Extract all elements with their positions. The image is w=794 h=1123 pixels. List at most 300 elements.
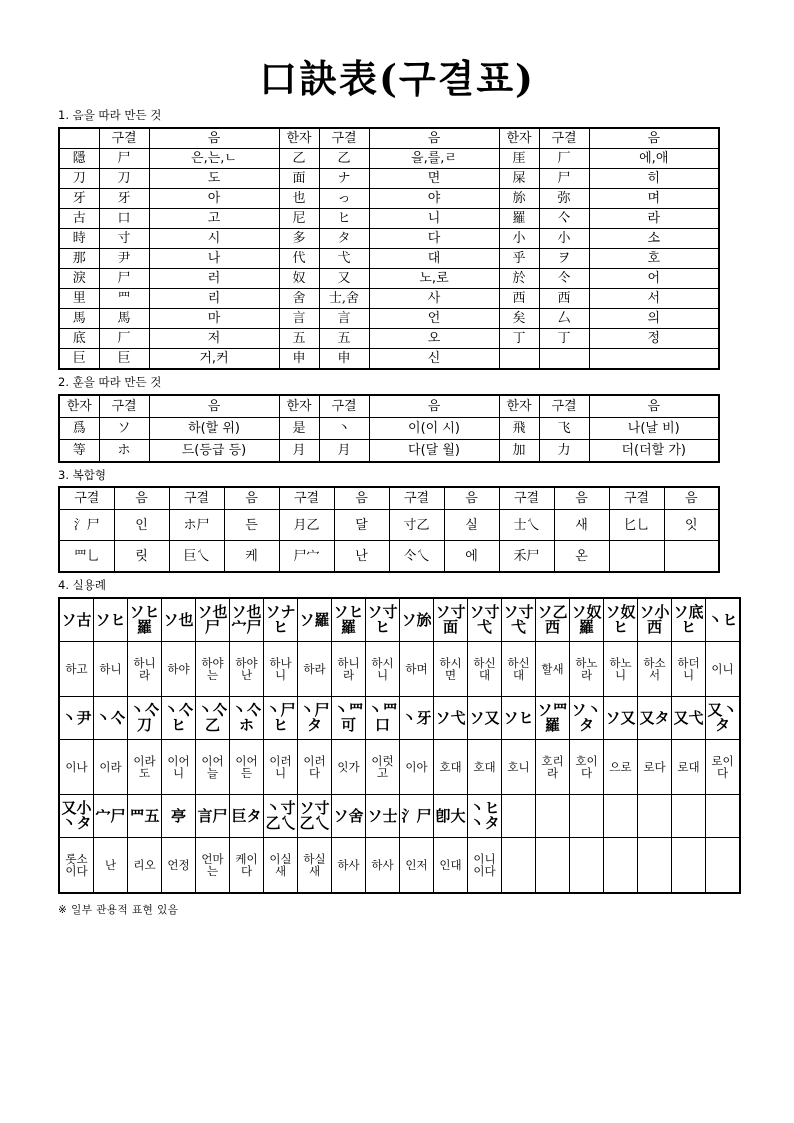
reading-text: 이어니 [167,754,190,781]
cell-gugyeol: 寸 [99,228,149,248]
cell-gugyeol: 寸乙 [389,510,444,541]
cell-gugyeol-glyph: ソ又 [468,697,502,740]
cell-hanja: 也 [279,188,319,208]
cell-gugyeol: 禾尸 [499,541,554,573]
cell-hanja: 於 [499,268,539,288]
cell-reading [162,838,196,894]
cell-hanja: 多 [279,228,319,248]
cell-eum: 잇 [664,510,719,541]
cell-gugyeol-glyph [570,795,604,838]
table-row [59,417,719,439]
cell-gugyeol-glyph [502,795,536,838]
cell-reading [196,838,230,894]
cell-reading [59,838,94,894]
cell-eum: 야 [369,188,499,208]
cell-gugyeol-glyph: ソ也 [162,598,196,642]
cell-gugyeol-glyph: 丶尹 [59,697,94,740]
cell-gugyeol-glyph: ソヒ [502,697,536,740]
cell-gugyeol-glyph: ソ又 [604,697,638,740]
cell-gugyeol: 弥 [539,188,589,208]
reading-text: 이럿고 [371,754,394,781]
cell-eum: 거,커 [149,348,279,369]
cell-hanja: 淚 [59,268,99,288]
cell-reading [298,838,332,894]
cell-hanja: 加 [499,439,539,462]
cell-reading [672,838,706,894]
cell-reading [400,642,434,697]
cell-eum: 며 [589,188,719,208]
column-header-t2-1-0: 한자 [279,395,319,418]
cell-gugyeol-glyph: ソナヒ [264,598,298,642]
cell-eum: 든 [224,510,279,541]
cell-gugyeol: 刀 [99,168,149,188]
cell-reading [536,740,570,795]
cell-gugyeol: 五 [319,328,369,348]
reading-text: 로다 [643,760,666,775]
reading-text: 호니 [507,760,530,775]
cell-gugyeol: 尸宀 [279,541,334,573]
column-header-t1-2-2: 음 [589,128,719,149]
reading-text: 하니라 [133,656,156,683]
reading-text: 이어든 [235,754,258,781]
column-header-t3-11: 음 [664,487,719,510]
cell-gugyeol-glyph [638,795,672,838]
reading-text: 인저 [405,858,428,873]
table-practical-examples [58,597,741,894]
column-header-t3-3: 음 [224,487,279,510]
cell-gugyeol-glyph: ソ寸面 [434,598,468,642]
cell-gugyeol-glyph: ソ也尸 [196,598,230,642]
column-header-t1-0-1: 구결 [99,128,149,149]
cell-reading [59,642,94,697]
cell-reading [332,740,366,795]
cell-gugyeol: 罒乚 [59,541,114,573]
reading-text: 리오 [133,858,156,873]
cell-eum: 더(더할 가) [589,439,719,462]
reading-text: 이어늘 [201,754,224,781]
cell-gugyeol-glyph: 丶寸乙乀 [264,795,298,838]
cell-eum: 서 [589,288,719,308]
cell-eum: 새 [554,510,609,541]
cell-reading [332,838,366,894]
column-header-t3-9: 음 [554,487,609,510]
column-header-t2-0-1: 구결 [99,395,149,418]
cell-gugyeol-glyph: ソ旀 [400,598,434,642]
cell-gugyeol-glyph: 丶亽乙 [196,697,230,740]
cell-hanja: 隱 [59,148,99,168]
cell-hanja: 旀 [499,188,539,208]
cell-gugyeol-glyph: 卽大 [434,795,468,838]
column-header-t3-8: 구결 [499,487,554,510]
cell-gugyeol-glyph: ソ寸弋 [468,598,502,642]
cell-reading [638,642,672,697]
cell-reading [502,838,536,894]
cell-gugyeol-glyph: ソ小西 [638,598,672,642]
cell-hanja: 厓 [499,148,539,168]
table-header-row [59,128,719,149]
cell-eum: 정 [589,328,719,348]
cell-gugyeol: 仒 [539,268,589,288]
cell-gugyeol: ヒ [319,208,369,228]
reading-text: 언정 [167,858,190,873]
reading-text: 하나니 [269,656,292,683]
cell-hanja: 丁 [499,328,539,348]
cell-eum: 도 [149,168,279,188]
reading-text: 하야는 [201,656,224,683]
column-header-t3-1: 음 [114,487,169,510]
cell-eum: 을,를,ㄹ [369,148,499,168]
cell-gugyeol-glyph [706,795,741,838]
cell-gugyeol-glyph: ソ士 [366,795,400,838]
cell-reading [128,838,162,894]
reading-text: 이라 [99,760,122,775]
reading-text: 이러다 [303,754,326,781]
cell-eum: 다(달 월) [369,439,499,462]
reading-text: 하시니 [371,656,394,683]
cell-eum: 러 [149,268,279,288]
cell-eum: 아 [149,188,279,208]
cell-gugyeol-glyph: 丶罒可 [332,697,366,740]
cell-gugyeol: タ [319,228,369,248]
column-header-t2-1-2: 음 [369,395,499,418]
cell-gugyeol-glyph: ソ寸弋 [502,598,536,642]
cell-gugyeol: 尸 [99,268,149,288]
cell-eum: 이(이 시) [369,417,499,439]
footnote: ※ 일부 관용적 표현 있음 [58,904,179,917]
cell-hanja: 爲 [59,417,99,439]
column-header-t1-2-1: 구결 [539,128,589,149]
reading-text: 호이다 [575,754,598,781]
cell-hanja: 乎 [499,248,539,268]
cell-gugyeol-glyph [672,795,706,838]
table-row [59,308,719,328]
cell-hanja: 等 [59,439,99,462]
reading-row [59,642,740,697]
cell-eum: 노,로 [369,268,499,288]
reading-text: 하니라 [337,656,360,683]
cell-gugyeol: ホ [99,439,149,462]
reading-text: 하신대 [507,656,530,683]
cell-hanja: 古 [59,208,99,228]
cell-eum: 대 [369,248,499,268]
cell-gugyeol: 亽 [539,208,589,228]
reading-text: 하사 [337,858,360,873]
reading-text: 로대 [677,760,700,775]
cell-gugyeol: 言 [319,308,369,328]
reading-row [59,740,740,795]
cell-gugyeol-glyph: ソヒ羅 [128,598,162,642]
cell-reading [434,838,468,894]
cell-hanja: 屎 [499,168,539,188]
cell-gugyeol-glyph: ソ羅 [298,598,332,642]
reading-text: 이러니 [269,754,292,781]
cell-gugyeol-glyph [536,795,570,838]
cell-eum: 하(할 위) [149,417,279,439]
cell-gugyeol: 氵尸 [59,510,114,541]
cell-gugyeol-glyph: 宀尸 [94,795,128,838]
cell-hanja: 時 [59,228,99,248]
cell-reading [94,838,128,894]
cell-reading [298,642,332,697]
cell-reading [162,740,196,795]
cell-gugyeol-glyph: 丶尸ヒ [264,697,298,740]
cell-hanja: 代 [279,248,319,268]
cell-eum: 나 [149,248,279,268]
cell-eum: 오 [369,328,499,348]
cell-gugyeol: 飞 [539,417,589,439]
cell-gugyeol-glyph: 又タ [638,697,672,740]
cell-hanja: 五 [279,328,319,348]
cell-gugyeol: 丁 [539,328,589,348]
cell-reading [366,642,400,697]
cell-gugyeol [609,541,664,573]
cell-gugyeol-glyph: 又弋 [672,697,706,740]
table-row [59,208,719,228]
reading-text: 호대 [473,760,496,775]
cell-reading [536,642,570,697]
cell-eum [664,541,719,573]
cell-hanja: 羅 [499,208,539,228]
table-1-wrapper [58,127,718,370]
gugyeol-glyph-row [59,795,740,838]
reading-text: 로이다 [711,754,734,781]
cell-gugyeol: 牙 [99,188,149,208]
column-header-t3-7: 음 [444,487,499,510]
cell-gugyeol-glyph: ソ也宀尸 [230,598,264,642]
reading-text: 난 [104,858,117,873]
cell-reading [264,642,298,697]
cell-gugyeol: 申 [319,348,369,369]
cell-eum: 실 [444,510,499,541]
cell-gugyeol-glyph: ソヒ羅 [332,598,366,642]
cell-gugyeol: 厶 [539,308,589,328]
cell-reading [332,642,366,697]
cell-reading [400,740,434,795]
cell-eum: 니 [369,208,499,228]
cell-reading [162,642,196,697]
cell-hanja: 那 [59,248,99,268]
column-header-t2-0-0: 한자 [59,395,99,418]
cell-eum: 온 [554,541,609,573]
cell-eum: 고 [149,208,279,228]
reading-text: 하라 [303,662,326,677]
column-header-t1-1-0: 한자 [279,128,319,149]
cell-eum: 면 [369,168,499,188]
table-header-row [59,487,719,510]
cell-hanja: 面 [279,168,319,188]
cell-eum: 에,애 [589,148,719,168]
reading-text: 케이다 [235,852,258,879]
cell-hanja: 舍 [279,288,319,308]
cell-eum: 저 [149,328,279,348]
cell-eum: 언 [369,308,499,328]
cell-gugyeol-glyph: ソ舍 [332,795,366,838]
gugyeol-glyph-row [59,697,740,740]
cell-hanja: 飛 [499,417,539,439]
cell-gugyeol: ヲ [539,248,589,268]
column-header-t3-2: 구결 [169,487,224,510]
table-4-wrapper [58,597,738,894]
cell-gugyeol-glyph: 氵尸 [400,795,434,838]
gugyeol-glyph-row [59,598,740,642]
cell-gugyeol-glyph: 丶亽ヒ [162,697,196,740]
cell-eum: 사 [369,288,499,308]
cell-gugyeol-glyph: 丶ヒ丶タ [468,795,502,838]
cell-reading [264,740,298,795]
cell-gugyeol: ホ尸 [169,510,224,541]
cell-eum: 릿 [114,541,169,573]
cell-gugyeol-glyph: 言尸 [196,795,230,838]
cell-gugyeol: 尸 [539,168,589,188]
cell-reading [230,740,264,795]
section-label-2: 2. 훈을 따라 만든 것 [58,374,162,389]
cell-eum: 리 [149,288,279,308]
cell-gugyeol-glyph: ソ古 [59,598,94,642]
cell-gugyeol-glyph: 巨タ [230,795,264,838]
reading-text: 하니 [99,662,122,677]
cell-reading [706,740,741,795]
table-row [59,510,719,541]
cell-gugyeol: 尸 [99,148,149,168]
cell-reading [468,642,502,697]
cell-gugyeol-glyph: 又丶タ [706,697,741,740]
cell-reading [468,838,502,894]
cell-gugyeol-glyph: ソ奴羅 [570,598,604,642]
table-header-row [59,395,719,418]
reading-text: 하소서 [643,656,666,683]
table-hun-derived [58,394,720,463]
cell-eum: 에 [444,541,499,573]
reading-text: 하신대 [473,656,496,683]
cell-hanja: 牙 [59,188,99,208]
reading-text: 하고 [65,662,88,677]
cell-hanja: 尼 [279,208,319,228]
cell-hanja: 是 [279,417,319,439]
cell-gugyeol: 口 [99,208,149,228]
table-2-wrapper [58,394,718,463]
cell-reading [434,740,468,795]
cell-reading [536,838,570,894]
cell-gugyeol: ソ [99,417,149,439]
cell-gugyeol: 罒 [99,288,149,308]
column-header-t3-6: 구결 [389,487,444,510]
cell-gugyeol: 厂 [99,328,149,348]
reading-text: 언마는 [201,852,224,879]
cell-reading [638,740,672,795]
cell-reading [604,838,638,894]
cell-gugyeol: 力 [539,439,589,462]
cell-eum: 케 [224,541,279,573]
column-header-t3-4: 구결 [279,487,334,510]
cell-reading [400,838,434,894]
table-row [59,268,719,288]
cell-reading [264,838,298,894]
cell-eum: 나(날 비) [589,417,719,439]
reading-text: 하며 [405,662,428,677]
cell-reading [59,740,94,795]
cell-eum: 달 [334,510,389,541]
cell-reading [94,642,128,697]
column-header-t2-2-2: 음 [589,395,719,418]
cell-gugyeol-glyph: ソ乙西 [536,598,570,642]
cell-gugyeol: 月乙 [279,510,334,541]
cell-gugyeol: 士乀 [499,510,554,541]
cell-reading [128,740,162,795]
cell-eum: 드(등급 등) [149,439,279,462]
column-header-t1-1-1: 구결 [319,128,369,149]
cell-reading [468,740,502,795]
cell-gugyeol: 丶 [319,417,369,439]
cell-hanja: 言 [279,308,319,328]
cell-eum: 은,는,ㄴ [149,148,279,168]
reading-text: 이라도 [133,754,156,781]
cell-gugyeol-glyph: ソ奴ヒ [604,598,638,642]
cell-reading [604,740,638,795]
cell-gugyeol-glyph: 丶亽刀 [128,697,162,740]
cell-gugyeol-glyph: 丶尸タ [298,697,332,740]
cell-gugyeol-glyph: ソ罒羅 [536,697,570,740]
reading-text: 잇가 [337,760,360,775]
cell-gugyeol-glyph: 又小丶タ [59,795,94,838]
table-row [59,541,719,573]
reading-row [59,838,740,894]
cell-eum: 의 [589,308,719,328]
cell-eum [589,348,719,369]
table-row [59,328,719,348]
cell-gugyeol: っ [319,188,369,208]
column-header-t2-0-2: 음 [149,395,279,418]
table-3-wrapper [58,486,718,573]
cell-eum: 인 [114,510,169,541]
reading-text: 으로 [609,760,632,775]
cell-reading [570,642,604,697]
reading-text: 이실새 [269,852,292,879]
cell-gugyeol-glyph [604,795,638,838]
reading-text: 하야 [167,662,190,677]
cell-hanja: 刀 [59,168,99,188]
reading-text: 하더니 [677,656,700,683]
cell-hanja: 乙 [279,148,319,168]
cell-gugyeol: 匕乚 [609,510,664,541]
table-row [59,248,719,268]
cell-hanja: 奴 [279,268,319,288]
cell-reading [366,838,400,894]
table-row [59,228,719,248]
column-header-t1-1-2: 음 [369,128,499,149]
cell-reading [128,642,162,697]
cell-gugyeol-glyph: ソ寸ヒ [366,598,400,642]
cell-reading [366,740,400,795]
column-header-t2-2-1: 구결 [539,395,589,418]
cell-eum: 다 [369,228,499,248]
page-title: 口訣表(구결표) [258,56,536,101]
table-compound-forms [58,486,720,573]
cell-gugyeol: 馬 [99,308,149,328]
reading-text: 이니 [711,662,734,677]
cell-gugyeol: 尹 [99,248,149,268]
cell-eum: 라 [589,208,719,228]
cell-eum: 히 [589,168,719,188]
cell-reading [706,642,741,697]
cell-gugyeol-glyph: 亭 [162,795,196,838]
cell-hanja: 矣 [499,308,539,328]
cell-eum: 시 [149,228,279,248]
table-eum-derived [58,127,720,370]
reading-text: 하노라 [575,656,598,683]
cell-reading [196,740,230,795]
reading-text: 인대 [439,858,462,873]
cell-eum: 마 [149,308,279,328]
